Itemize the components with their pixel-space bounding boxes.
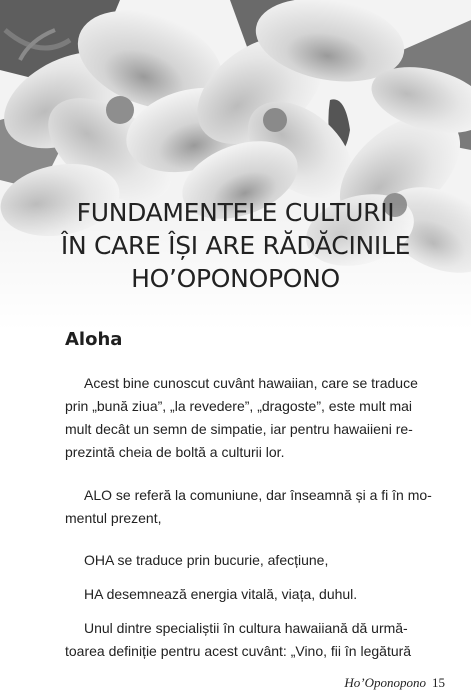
section-heading: Aloha — [65, 329, 123, 350]
text-line: prezintă cheia de boltă a culturii lor. — [65, 444, 285, 460]
chapter-title-line: FUNDAMENTELE CULTURII — [76, 198, 395, 227]
text-line: mult decât un semn de simpatie, iar pentru hawaiieni re- — [65, 421, 413, 437]
text-line: prin „bună ziua”, „la revedere”, „dragoste”, este mult mai — [65, 398, 413, 414]
text-line: HA desemnează energia vitală, viața, duhul. — [84, 586, 358, 602]
text-line: Unul dintre specialiștii în cultura hawaiiană dă urmă- — [84, 620, 408, 636]
text-line: ALO se referă la comuniune, dar înseamnă și a fi în mo- — [84, 487, 432, 503]
text-line: toarea definiție pentru acest cuvânt: „Vino, fii în legătură — [65, 643, 412, 659]
footer-title: Ho’Oponopono — [344, 675, 426, 690]
text-line: OHA se traduce prin bucurie, afecțiune, — [84, 552, 329, 568]
running-footer — [344, 675, 445, 691]
text-line: Acest bine cunoscut cuvânt hawaiian, care se traduce — [84, 375, 418, 391]
chapter-title-line: HO’OPONOPONO — [131, 264, 340, 293]
page-number: 15 — [432, 675, 445, 690]
chapter-title-line: ÎN CARE ÎȘI ARE RĂDĂCINILE — [60, 231, 411, 260]
chapter-title — [60, 196, 411, 295]
text-line: mentul prezent, — [65, 510, 162, 526]
